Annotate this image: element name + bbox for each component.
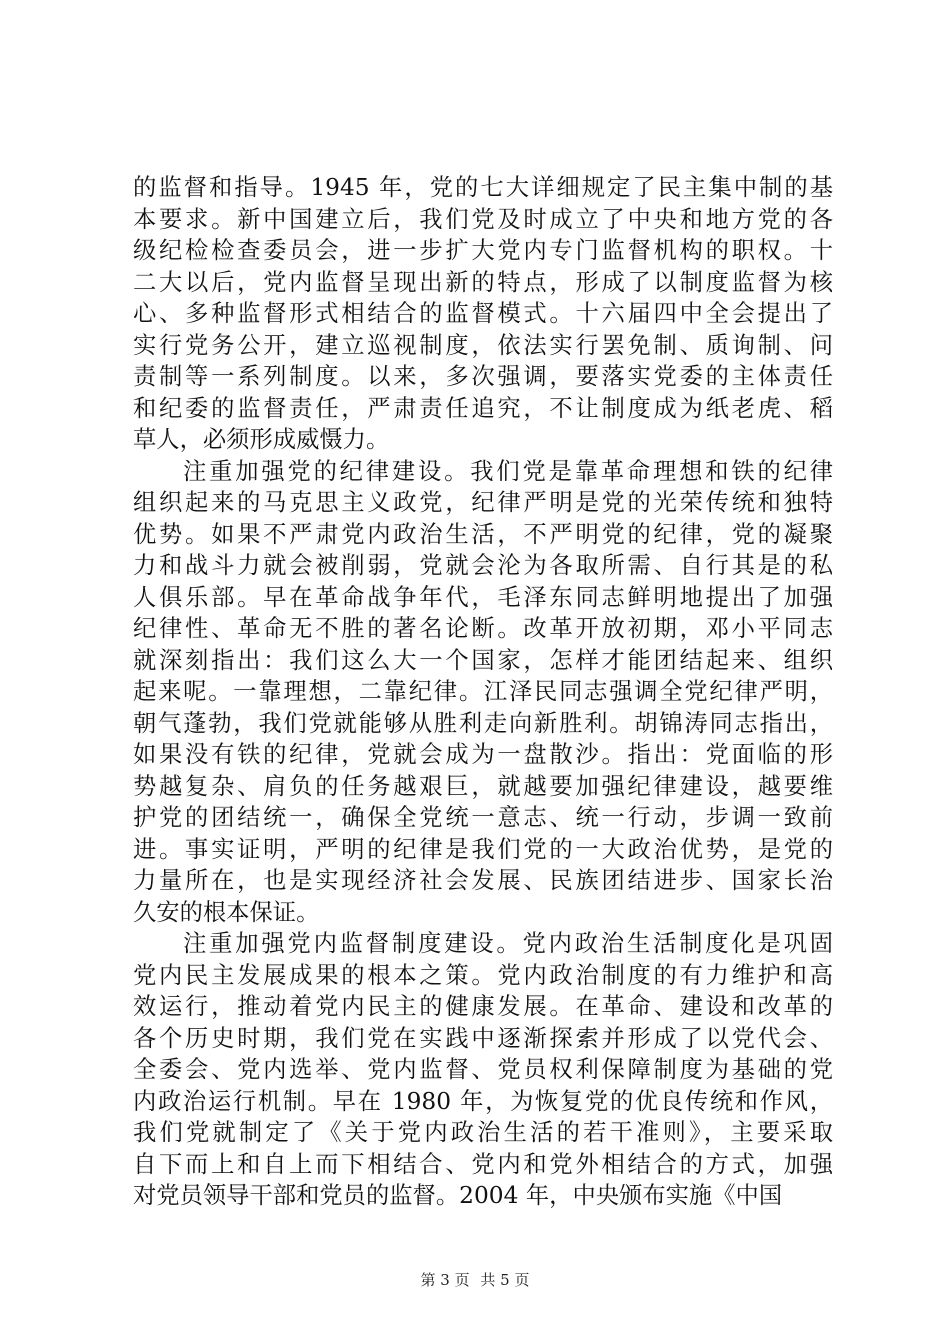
text-line: 注重加强党的纪律建设。我们党是靠革命理想和铁的纪律 [183,457,833,485]
text-line: 朝气蓬勃，我们党就能够从胜利走向新胜利。胡锦涛同志指出， [133,709,833,737]
paragraph [133,928,833,1212]
page-total: 共 5 页 [480,1271,530,1289]
text-line: 如果没有铁的纪律，党就会成为一盘散沙。指出：党面临的形 [133,741,833,768]
text-line: 和纪委的监督责任，严肃责任追究，不让制度成为纸老虎、稻 [133,394,833,422]
text-line: 自下而上和自上而下相结合、党内和党外相结合的方式，加强 [133,1150,833,1178]
paragraph [133,456,833,929]
text-line: 全委会、党内选举、党内监督、党员权利保障制度为基础的党 [133,1056,833,1083]
text-line: 党内民主发展成果的根本之策。党内政治制度的有力维护和高 [133,961,833,989]
paragraph [133,172,833,456]
text-line: 力量所在，也是实现经济社会发展、民族团结进步、国家长治 [133,867,833,894]
text-line: 就深刻指出：我们这么大一个国家，怎样才能团结起来、组织 [133,646,833,674]
text-line: 对党员领导干部和党员的监督。2004 年，中央颁布实施《中国 [133,1182,783,1209]
text-line: 进。事实证明，严明的纪律是我们党的一大政治优势，是党的 [133,835,833,863]
text-line: 组织起来的马克思主义政党，纪律严明是党的光荣传统和独特 [133,489,833,516]
text-line: 人俱乐部。早在革命战争年代，毛泽东同志鲜明地提出了加强 [133,583,833,611]
text-line: 优势。如果不严肃党内政治生活，不严明党的纪律，党的凝聚 [133,520,833,548]
text-line: 责制等一系列制度。以来，多次强调，要落实党委的主体责任 [133,363,833,390]
text-line: 注重加强党内监督制度建设。党内政治生活制度化是巩固 [183,930,833,957]
text-line: 我们党就制定了《关于党内政治生活的若干准则》，主要采取 [133,1119,833,1146]
document-body [133,172,833,1212]
text-line: 心、多种监督形式相结合的监督模式。十六届四中全会提出了 [133,300,833,327]
text-line: 草人，必须形成威慑力。 [133,426,390,453]
text-line: 势越复杂、肩负的任务越艰巨，就越要加强纪律建设，越要维 [133,772,833,800]
text-line: 二大以后，党内监督呈现出新的特点，形成了以制度监督为核 [133,268,833,296]
page-footer [0,1270,950,1290]
text-line: 护党的团结统一，确保全党统一意志、统一行动，步调一致前 [133,804,833,831]
text-line: 的监督和指导。1945 年，党的七大详细规定了民主集中制的基 [133,174,833,201]
page-number: 第 3 页 [420,1271,470,1289]
text-line: 实行党务公开，建立巡视制度，依法实行罢免制、质询制、问 [133,331,833,359]
text-line: 各个历史时期，我们党在实践中逐渐探索并形成了以党代会、 [133,1024,833,1052]
text-line: 本要求。新中国建立后，我们党及时成立了中央和地方党的各 [133,205,833,233]
text-line: 久安的根本保证。 [133,898,320,926]
text-line: 纪律性、革命无不胜的著名论断。改革开放初期，邓小平同志 [133,615,833,642]
text-line: 级纪检检查委员会，进一步扩大党内专门监督机构的职权。十 [133,237,833,264]
text-line: 效运行，推动着党内民主的健康发展。在革命、建设和改革的 [133,993,833,1020]
text-line: 力和战斗力就会被削弱，党就会沦为各取所需、自行其是的私 [133,552,833,579]
text-line: 内政治运行机制。早在 1980 年，为恢复党的优良传统和作风， [133,1087,833,1115]
text-line: 起来呢。一靠理想，二靠纪律。江泽民同志强调全党纪律严明， [133,678,833,705]
